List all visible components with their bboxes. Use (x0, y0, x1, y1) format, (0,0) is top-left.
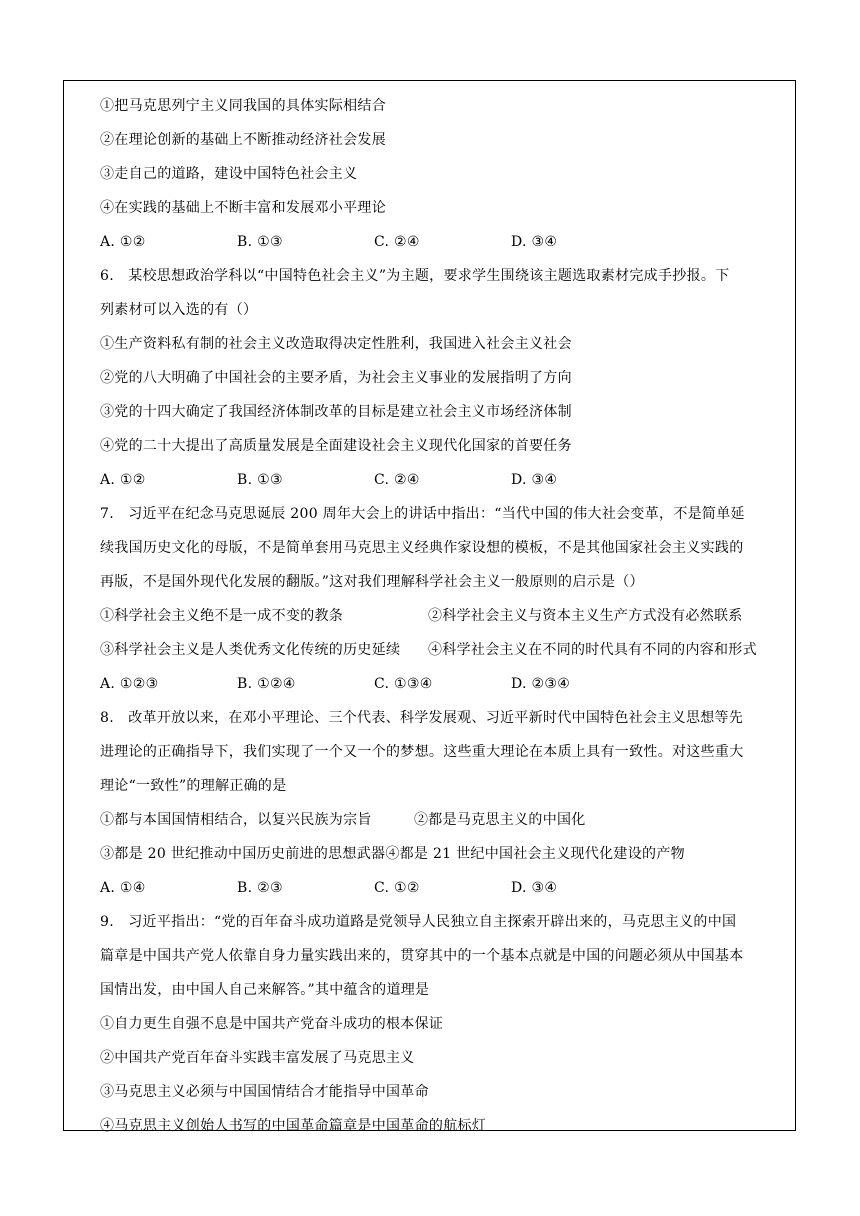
q6-item-1: ①生产资料私有制的社会主义改造取得决定性胜利，我国进入社会主义社会 (100, 336, 572, 352)
q5-item-3: ③走自己的道路，建设中国特色社会主义 (100, 166, 358, 182)
q7-items-row-2 (100, 633, 790, 667)
q8-stem-line-3: 理论“一致性”的理解正确的是 (100, 778, 287, 794)
q6-item-2: ②党的八大明确了中国社会的主要矛盾，为社会主义事业的发展指明了方向 (100, 370, 572, 386)
q8-stem-line-1: 8. 改革开放以来，在邓小平理论、三个代表、科学发展观、习近平新时代中国特色社会主义思想等先 (100, 710, 744, 726)
q9-stem-line-2: 篇章是中国共产党人依靠自身力量实践出来的，贯穿其中的一个基本点就是中国的问题必须从中国基本 (100, 948, 744, 964)
q7-options (100, 667, 790, 701)
q6-item-4: ④党的二十大提出了高质量发展是全面建设社会主义现代化国家的首要任务 (100, 438, 572, 454)
q7-stem-line-1: 7. 习近平在纪念马克思诞辰 200 周年大会上的讲话中指出：“当代中国的伟大社会变革，不是简单延 (100, 506, 745, 522)
q7-items-row-1 (100, 599, 790, 633)
q5-option-d[interactable]: D. ③④ (511, 234, 558, 250)
q8-item-2: ②都是马克思主义的中国化 (414, 812, 586, 828)
q9-stem-line-3: 国情出发，由中国人自己来解答。”其中蕴含的道理是 (100, 982, 430, 998)
q7-option-a[interactable]: A. ①②③ (100, 676, 159, 692)
q7-stem-line-3: 再版，不是国外现代化发展的翻版。”这对我们理解科学社会主义一般原则的启示是（） (100, 574, 644, 590)
question-content (100, 89, 790, 1143)
q9-item-1: ①自力更生自强不息是中国共产党奋斗成功的根本保证 (100, 1016, 444, 1032)
q9-item-3: ③马克思主义必须与中国国情结合才能指导中国革命 (100, 1084, 429, 1100)
q5-option-a[interactable]: A. ①② (100, 234, 146, 250)
q7-option-c[interactable]: C. ①③④ (374, 676, 433, 692)
q8-item-1: ①都与本国国情相结合，以复兴民族为宗旨 (100, 812, 372, 828)
q6-stem-line-2: 列素材可以入选的有（） (100, 302, 258, 318)
q5-option-b[interactable]: B. ①③ (237, 234, 283, 250)
q7-item-1: ①科学社会主义绝不是一成不变的教条 (100, 608, 344, 624)
q6-stem-line-1: 6. 某校思想政治学科以“中国特色社会主义”为主题，要求学生围绕该主题选取素材完成手抄报。下 (100, 268, 730, 284)
q7-item-2: ②科学社会主义与资本主义生产方式没有必然联系 (428, 608, 743, 624)
q7-option-b[interactable]: B. ①②④ (237, 676, 296, 692)
q7-option-d[interactable]: D. ②③④ (511, 676, 571, 692)
q9-item-2: ②中国共产党百年奋斗实践丰富发展了马克思主义 (100, 1050, 415, 1066)
q5-options (100, 225, 790, 259)
q8-option-b[interactable]: B. ②③ (237, 880, 283, 896)
q5-option-c[interactable]: C. ②④ (374, 234, 420, 250)
q9-stem-line-1: 9. 习近平指出：“党的百年奋斗成功道路是党领导人民独立自主探索开辟出来的，马克思主义的中国 (100, 914, 737, 930)
q5-item-2: ②在理论创新的基础上不断推动经济社会发展 (100, 132, 386, 148)
q6-option-b[interactable]: B. ①③ (237, 472, 283, 488)
q6-options (100, 463, 790, 497)
q7-stem-line-2: 续我国历史文化的母版，不是简单套用马克思主义经典作家设想的模板，不是其他国家社会主义实践的 (100, 540, 744, 556)
q5-item-1: ①把马克思列宁主义同我国的具体实际相结合 (100, 98, 386, 114)
q7-item-3: ③科学社会主义是人类优秀文化传统的历史延续 (100, 642, 401, 658)
q5-item-4: ④在实践的基础上不断丰富和发展邓小平理论 (100, 200, 386, 216)
q6-option-a[interactable]: A. ①② (100, 472, 146, 488)
q8-option-a[interactable]: A. ①④ (100, 880, 146, 896)
q6-option-c[interactable]: C. ②④ (374, 472, 420, 488)
q8-items-row-1 (100, 803, 790, 837)
q9-item-4: ④马克思主义创始人书写的中国革命篇章是中国革命的航标灯 (100, 1118, 487, 1134)
q8-options (100, 871, 790, 905)
q7-item-4: ④科学社会主义在不同的时代具有不同的内容和形式 (428, 642, 757, 658)
q6-item-3: ③党的十四大确定了我国经济体制改革的目标是建立社会主义市场经济体制 (100, 404, 572, 420)
q8-option-c[interactable]: C. ①② (374, 880, 420, 896)
q8-option-d[interactable]: D. ③④ (511, 880, 558, 896)
q8-items-row-2: ③都是 20 世纪推动中国历史前进的思想武器④都是 21 世纪中国社会主义现代化建设的产物 (100, 846, 685, 862)
q8-stem-line-2: 进理论的正确指导下，我们实现了一个又一个的梦想。这些重大理论在本质上具有一致性。对这些重大 (100, 744, 744, 760)
q6-option-d[interactable]: D. ③④ (511, 472, 558, 488)
